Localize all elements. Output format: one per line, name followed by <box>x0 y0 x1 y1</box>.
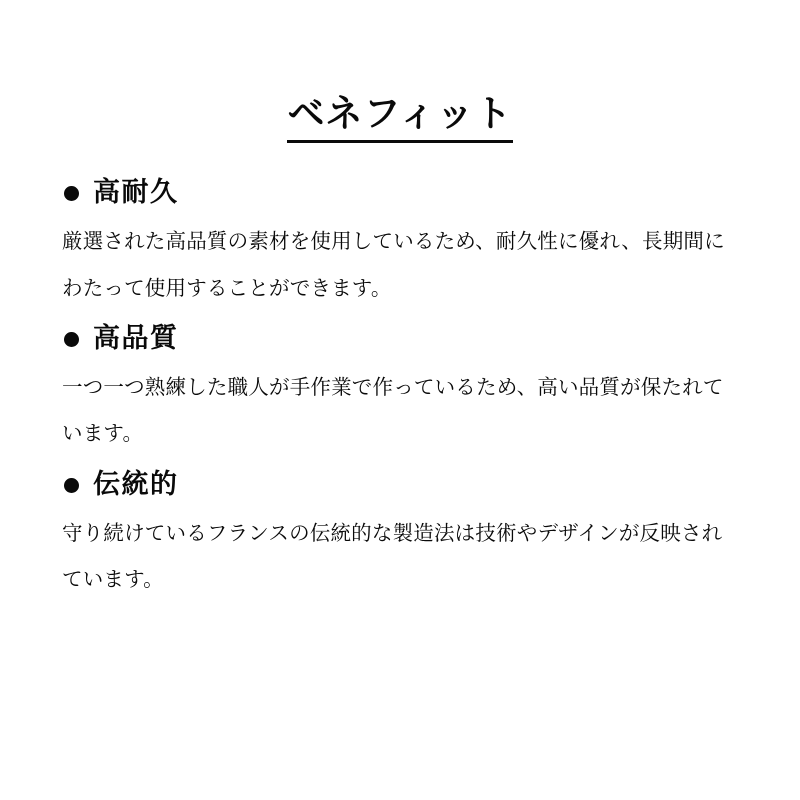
benefit-heading-3-label: 伝統的 <box>93 469 179 501</box>
benefit-section-3 <box>58 469 742 603</box>
benefit-body-1: 厳選された高品質の素材を使用しているため、耐久性に優れ、長期間にわたって使用することができます。 <box>62 228 725 300</box>
benefit-heading-1-label: 高耐久 <box>93 177 179 209</box>
benefit-body-2: 一つ一つ熟練した職人が手作業で作っているため、高い品質が保たれています。 <box>62 374 724 446</box>
page-bottom-margin <box>58 615 742 685</box>
benefit-section-1 <box>58 177 742 311</box>
benefit-heading-1 <box>64 177 742 209</box>
benefit-section-2 <box>58 323 742 457</box>
benefit-body-3: 守り続けているフランスの伝統的な製造法は技術やデザインが反映されています。 <box>62 520 723 592</box>
bullet-dot-icon <box>64 478 79 493</box>
page-title <box>58 92 742 143</box>
page-title-text: ベネフィット <box>287 92 512 143</box>
bullet-dot-icon <box>64 186 79 201</box>
benefit-heading-2 <box>64 323 742 355</box>
bullet-dot-icon <box>64 332 79 347</box>
benefit-heading-3 <box>64 469 742 501</box>
benefit-heading-2-label: 高品質 <box>93 323 179 355</box>
